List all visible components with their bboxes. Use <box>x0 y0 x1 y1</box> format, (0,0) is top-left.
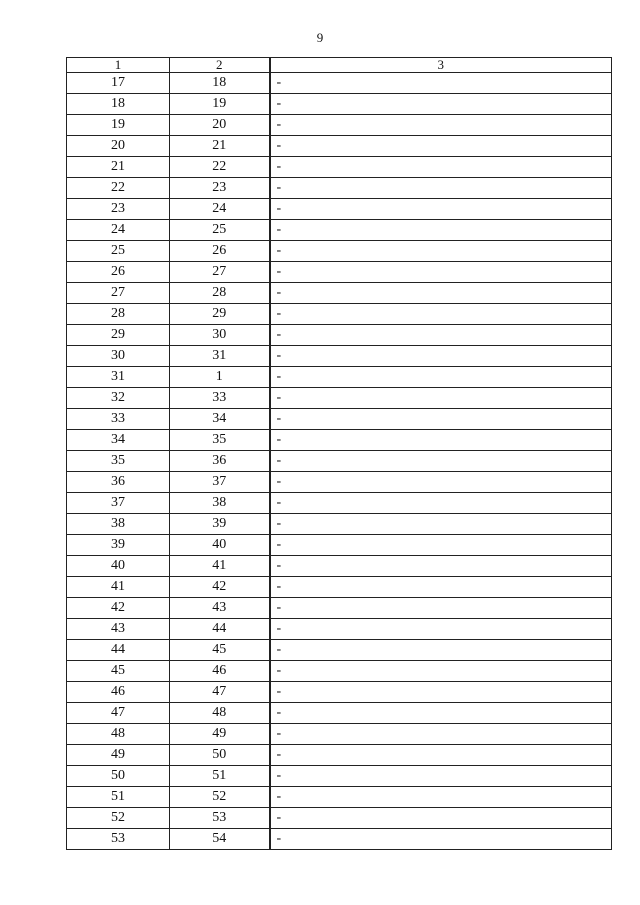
cell-col-2: 30 <box>170 325 270 346</box>
cell-col-2: 31 <box>170 346 270 367</box>
cell-col-1: 30 <box>67 346 170 367</box>
cell-col-3: - <box>270 451 612 472</box>
cell-col-3: - <box>270 367 612 388</box>
cell-col-1: 40 <box>67 556 170 577</box>
cell-col-3: - <box>270 724 612 745</box>
cell-col-1: 27 <box>67 283 170 304</box>
column-header-1: 1 <box>67 58 170 73</box>
cell-col-1: 37 <box>67 493 170 514</box>
page-number: 9 <box>316 30 324 45</box>
cell-col-1: 41 <box>67 577 170 598</box>
table-row <box>67 262 612 283</box>
table-row <box>67 199 612 220</box>
cell-col-1: 28 <box>67 304 170 325</box>
table-row <box>67 493 612 514</box>
table-row <box>67 73 612 94</box>
table-row <box>67 682 612 703</box>
cell-col-3: - <box>270 157 612 178</box>
cell-col-3: - <box>270 640 612 661</box>
cell-col-1: 22 <box>67 178 170 199</box>
cell-col-2: 43 <box>170 598 270 619</box>
table-row <box>67 472 612 493</box>
table-row <box>67 619 612 640</box>
cell-col-1: 21 <box>67 157 170 178</box>
cell-col-1: 32 <box>67 388 170 409</box>
table-row <box>67 388 612 409</box>
cell-col-2: 50 <box>170 745 270 766</box>
cell-col-2: 49 <box>170 724 270 745</box>
table-row <box>67 556 612 577</box>
table-row <box>67 115 612 136</box>
cell-col-2: 53 <box>170 808 270 829</box>
table-row <box>67 661 612 682</box>
cell-col-1: 52 <box>67 808 170 829</box>
cell-col-1: 18 <box>67 94 170 115</box>
cell-col-3: - <box>270 199 612 220</box>
table-row <box>67 766 612 787</box>
cell-col-1: 46 <box>67 682 170 703</box>
cell-col-1: 29 <box>67 325 170 346</box>
cell-col-1: 20 <box>67 136 170 157</box>
table-row <box>67 220 612 241</box>
cell-col-1: 49 <box>67 745 170 766</box>
table-row <box>67 157 612 178</box>
table-row <box>67 367 612 388</box>
column-header-2: 2 <box>170 58 270 73</box>
table-row <box>67 241 612 262</box>
cell-col-2: 20 <box>170 115 270 136</box>
cell-col-2: 41 <box>170 556 270 577</box>
table-row <box>67 94 612 115</box>
cell-col-2: 21 <box>170 136 270 157</box>
table-row <box>67 304 612 325</box>
cell-col-3: - <box>270 766 612 787</box>
column-header-3: 3 <box>270 58 612 73</box>
cell-col-3: - <box>270 535 612 556</box>
table-row <box>67 808 612 829</box>
cell-col-2: 40 <box>170 535 270 556</box>
cell-col-3: - <box>270 808 612 829</box>
cell-col-3: - <box>270 430 612 451</box>
cell-col-2: 27 <box>170 262 270 283</box>
cell-col-3: - <box>270 661 612 682</box>
cell-col-2: 35 <box>170 430 270 451</box>
cell-col-1: 23 <box>67 199 170 220</box>
table-row <box>67 451 612 472</box>
table-row <box>67 514 612 535</box>
cell-col-3: - <box>270 241 612 262</box>
cell-col-1: 53 <box>67 829 170 850</box>
cell-col-1: 48 <box>67 724 170 745</box>
cell-col-2: 1 <box>170 367 270 388</box>
cell-col-3: - <box>270 556 612 577</box>
cell-col-3: - <box>270 787 612 808</box>
table-row <box>67 598 612 619</box>
cell-col-2: 22 <box>170 157 270 178</box>
cell-col-2: 37 <box>170 472 270 493</box>
cell-col-2: 45 <box>170 640 270 661</box>
cell-col-3: - <box>270 283 612 304</box>
cell-col-2: 52 <box>170 787 270 808</box>
table-row <box>67 325 612 346</box>
cell-col-3: - <box>270 745 612 766</box>
cell-col-3: - <box>270 619 612 640</box>
cell-col-1: 38 <box>67 514 170 535</box>
cell-col-2: 25 <box>170 220 270 241</box>
cell-col-1: 34 <box>67 430 170 451</box>
cell-col-3: - <box>270 73 612 94</box>
cell-col-2: 29 <box>170 304 270 325</box>
table-row <box>67 430 612 451</box>
cell-col-1: 44 <box>67 640 170 661</box>
cell-col-1: 39 <box>67 535 170 556</box>
cell-col-2: 23 <box>170 178 270 199</box>
table-row <box>67 409 612 430</box>
cell-col-1: 19 <box>67 115 170 136</box>
cell-col-3: - <box>270 262 612 283</box>
cell-col-2: 47 <box>170 682 270 703</box>
table-row <box>67 703 612 724</box>
cell-col-3: - <box>270 94 612 115</box>
cell-col-3: - <box>270 409 612 430</box>
cell-col-2: 28 <box>170 283 270 304</box>
cell-col-2: 39 <box>170 514 270 535</box>
cell-col-3: - <box>270 178 612 199</box>
table-row <box>67 178 612 199</box>
cell-col-1: 42 <box>67 598 170 619</box>
cell-col-2: 38 <box>170 493 270 514</box>
table-row <box>67 283 612 304</box>
cell-col-1: 36 <box>67 472 170 493</box>
table-body <box>67 73 612 850</box>
cell-col-1: 35 <box>67 451 170 472</box>
cell-col-2: 34 <box>170 409 270 430</box>
cell-col-2: 24 <box>170 199 270 220</box>
cell-col-3: - <box>270 136 612 157</box>
cell-col-2: 48 <box>170 703 270 724</box>
cell-col-1: 26 <box>67 262 170 283</box>
cell-col-1: 33 <box>67 409 170 430</box>
cell-col-2: 26 <box>170 241 270 262</box>
cell-col-3: - <box>270 682 612 703</box>
cell-col-1: 50 <box>67 766 170 787</box>
cell-col-3: - <box>270 829 612 850</box>
cell-col-3: - <box>270 493 612 514</box>
cell-col-2: 42 <box>170 577 270 598</box>
cell-col-3: - <box>270 325 612 346</box>
table-row <box>67 640 612 661</box>
cell-col-1: 24 <box>67 220 170 241</box>
cell-col-2: 44 <box>170 619 270 640</box>
cell-col-2: 19 <box>170 94 270 115</box>
table-row <box>67 829 612 850</box>
cell-col-1: 25 <box>67 241 170 262</box>
data-table <box>66 57 612 850</box>
cell-col-2: 18 <box>170 73 270 94</box>
cell-col-1: 45 <box>67 661 170 682</box>
cell-col-3: - <box>270 514 612 535</box>
cell-col-3: - <box>270 577 612 598</box>
cell-col-1: 17 <box>67 73 170 94</box>
table-row <box>67 745 612 766</box>
cell-col-1: 43 <box>67 619 170 640</box>
cell-col-2: 36 <box>170 451 270 472</box>
cell-col-3: - <box>270 472 612 493</box>
table-row <box>67 346 612 367</box>
table-header-row <box>67 58 612 73</box>
cell-col-1: 47 <box>67 703 170 724</box>
cell-col-3: - <box>270 220 612 241</box>
cell-col-2: 54 <box>170 829 270 850</box>
cell-col-3: - <box>270 598 612 619</box>
table-row <box>67 577 612 598</box>
table-row <box>67 787 612 808</box>
cell-col-3: - <box>270 115 612 136</box>
table-row <box>67 136 612 157</box>
cell-col-1: 31 <box>67 367 170 388</box>
cell-col-3: - <box>270 346 612 367</box>
table-row <box>67 724 612 745</box>
cell-col-3: - <box>270 703 612 724</box>
cell-col-3: - <box>270 388 612 409</box>
cell-col-1: 51 <box>67 787 170 808</box>
table-row <box>67 535 612 556</box>
cell-col-2: 46 <box>170 661 270 682</box>
cell-col-2: 33 <box>170 388 270 409</box>
cell-col-2: 51 <box>170 766 270 787</box>
cell-col-3: - <box>270 304 612 325</box>
